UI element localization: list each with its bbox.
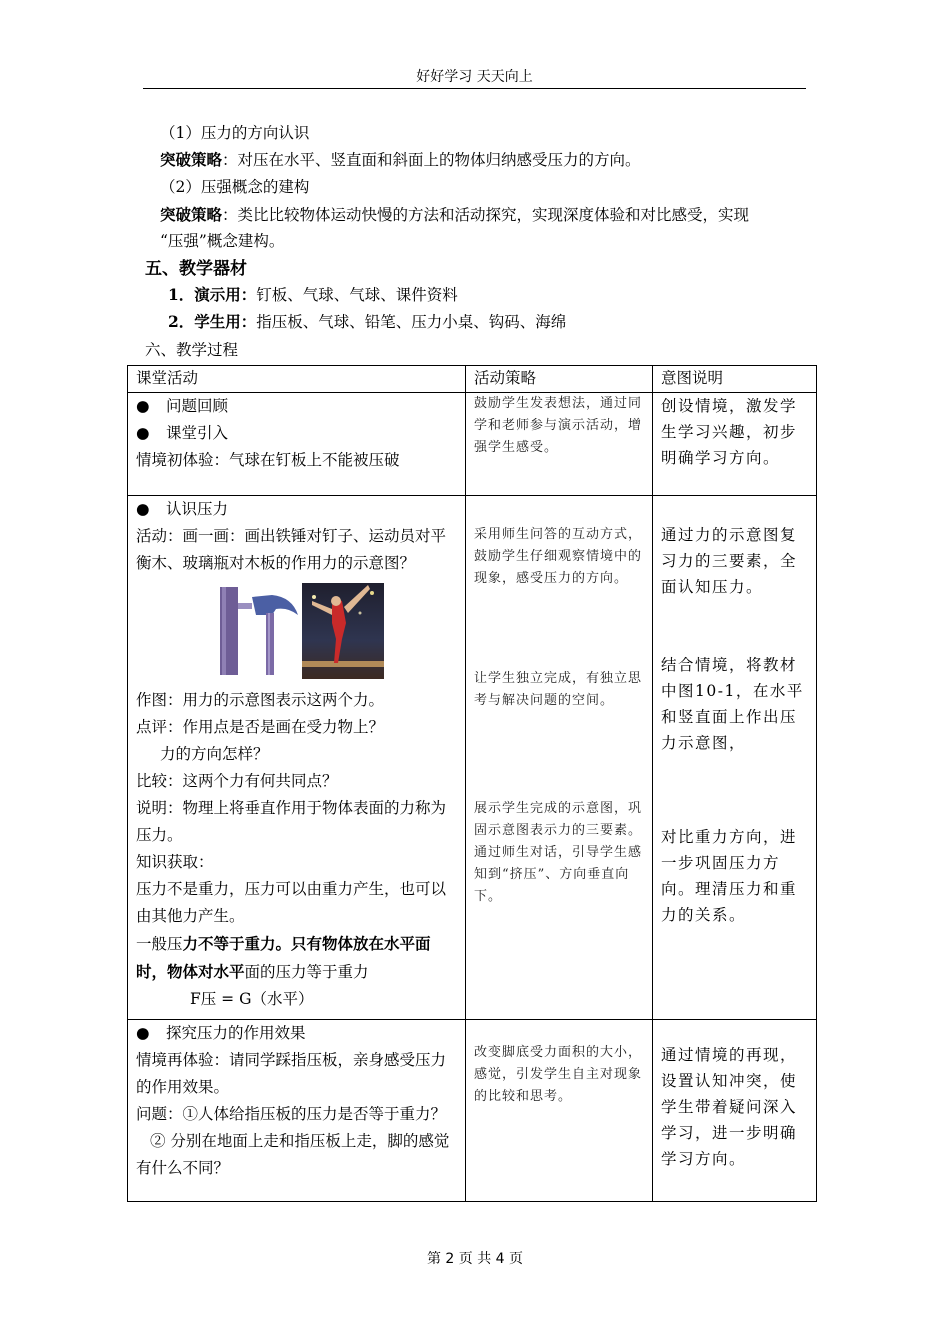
equipment-demo-label: 1．演示用： [168, 285, 257, 304]
general-text-c: 面的压力等于重力 [244, 963, 369, 981]
strategy-cell [466, 496, 653, 1020]
activity-cell [128, 496, 466, 1020]
intent-text: 对比重力方向，进一步巩固压力方向。理清压力和重力的关系。 [661, 828, 798, 924]
header-rule [143, 88, 806, 89]
strategy-text: 采用师生问答的互动方式，鼓励学生仔细观察情境中的现象，感受压力的方向。 [474, 527, 643, 586]
bullet-text: 认识压力 [166, 500, 229, 518]
bullet-text: 问题回顾 [166, 397, 229, 415]
table-row [128, 1020, 817, 1202]
strategy-cell [466, 393, 653, 496]
activity-text: 活动：画一画：画出铁锤对钉子、运动员对平衡木、玻璃瓶对木板的作用力的示意图？ [136, 527, 447, 572]
strategy-text: 改变脚底受力面积的大小，感觉，引发学生自主对现象的比较和思考。 [474, 1045, 643, 1104]
bullet-icon: ● [136, 1024, 150, 1042]
strategy-text: ：对压在水平、竖直面和斜面上的物体归纳感受压力的方向。 [222, 151, 641, 169]
activity-text: 说明：物理上将垂直作用于物体表面的力称为压力。 [136, 799, 447, 844]
activity-text [136, 930, 457, 986]
bullet-text: 课堂引入 [166, 424, 229, 442]
activity-text: 压力不是重力，压力可以由重力产生，也可以由其他力产生。 [136, 880, 447, 925]
activity-text: 情境初体验：气球在钉板上不能被压破 [136, 451, 400, 469]
intent-text: 创设情境，激发学生学习兴趣，初步明确学习方向。 [661, 397, 798, 467]
bullet-icon: ● [136, 500, 150, 518]
activity-text: 点评：作用点是否是画在受力物上？ [136, 718, 385, 736]
activity-text: ② 分别在地面上走和指压板上走，脚的感觉有什么不同？ [136, 1132, 450, 1177]
table-row [128, 496, 817, 1020]
strategy-text: 通过师生对话，引导学生感知到“挤压”、方向垂直向下。 [474, 845, 643, 904]
page-header: 好好学习 天天向上 [416, 69, 533, 85]
intent-cell [653, 496, 817, 1020]
intent-cell [653, 1020, 817, 1202]
teaching-process-table [127, 365, 817, 1202]
intent-text: 通过力的示意图复习力的三要素，全面认知压力。 [661, 526, 798, 596]
line-pressure-concept: （2）压强概念的建构 [160, 178, 310, 196]
hammer-nail-illustration [212, 587, 304, 679]
bullet-item [136, 393, 457, 420]
bullet-text: 探究压力的作用效果 [166, 1024, 306, 1042]
section-equipment-heading: 五、教学器材 [145, 259, 247, 279]
strategy-cell [466, 1020, 653, 1202]
equipment-demo-text: 钉板、气球、气球、课件资料 [256, 286, 458, 304]
equipment-student-text: 指压板、气球、铅笔、压力小桌、钩码、海绵 [256, 313, 567, 331]
activity-text: 作图：用力的示意图表示这两个力。 [136, 691, 385, 709]
activity-cell [128, 1020, 466, 1202]
gymnast-photo [302, 583, 384, 679]
strategy-label: 突破策略 [160, 205, 223, 224]
strategy-text: 让学生独立完成，有独立思考与解决问题的空间。 [474, 671, 643, 708]
intent-text: 结合情境，将教材中图10-1，在水平和竖直面上作出压力示意图， [661, 656, 804, 752]
line-pressure-direction: （1）压力的方向认识 [160, 124, 310, 142]
intent-text: 通过情境的再现，设置认知冲突，使学生带着疑问深入学习，进一步明确学习方向。 [661, 1046, 798, 1168]
page-footer: 第 2 页 共 4 页 [426, 1251, 524, 1267]
formula: F压 = G（水平） [190, 990, 314, 1008]
strategy-text: 鼓励学生发表想法，通过同学和老师参与演示活动，增强学生感受。 [474, 396, 643, 455]
line-strategy-2 [160, 202, 749, 228]
intent-cell [653, 393, 817, 496]
equipment-demo [168, 282, 458, 308]
bullet-item [136, 1020, 457, 1047]
activity-text: 比较：这两个力有何共同点？ [136, 772, 338, 790]
bullet-item [136, 496, 457, 523]
equipment-student [168, 309, 566, 335]
header-intent: 意图说明 [653, 366, 817, 393]
equipment-student-label: 2．学生用： [168, 312, 257, 331]
activity-text: 情境再体验：请同学踩指压板，亲身感受压力的作用效果。 [136, 1051, 447, 1096]
section-process-heading: 六、教学过程 [145, 341, 239, 359]
activity-text: 力的方向怎样？ [160, 745, 269, 763]
activity-text: 问题：①人体给指压板的压力是否等于重力？ [136, 1105, 447, 1123]
illustrations [136, 583, 457, 685]
general-text-a: 一般压 [136, 935, 183, 953]
table-header-row [128, 366, 817, 393]
table-row [128, 393, 817, 496]
header-strategy: 活动策略 [466, 366, 653, 393]
activity-text: 知识获取： [136, 853, 214, 871]
bullet-icon: ● [136, 397, 150, 415]
strategy-text: 展示学生完成的示意图，巩固示意图表示力的三要素。 [474, 801, 643, 838]
bullet-item [136, 420, 457, 447]
activity-cell [128, 393, 466, 496]
strategy-label: 突破策略 [160, 150, 223, 169]
header-activity: 课堂活动 [128, 366, 466, 393]
line-strategy-1 [160, 147, 641, 173]
general-text-b: 力不等于重力。只有物体放在水平面时，物体对水平 [136, 934, 431, 981]
line-strategy-2-cont: “压强”概念建构。 [160, 232, 285, 250]
strategy-text: ：类比比较物体运动快慢的方法和活动探究，实现深度体验和对比感受，实现 [222, 206, 750, 224]
bullet-icon: ● [136, 424, 150, 442]
